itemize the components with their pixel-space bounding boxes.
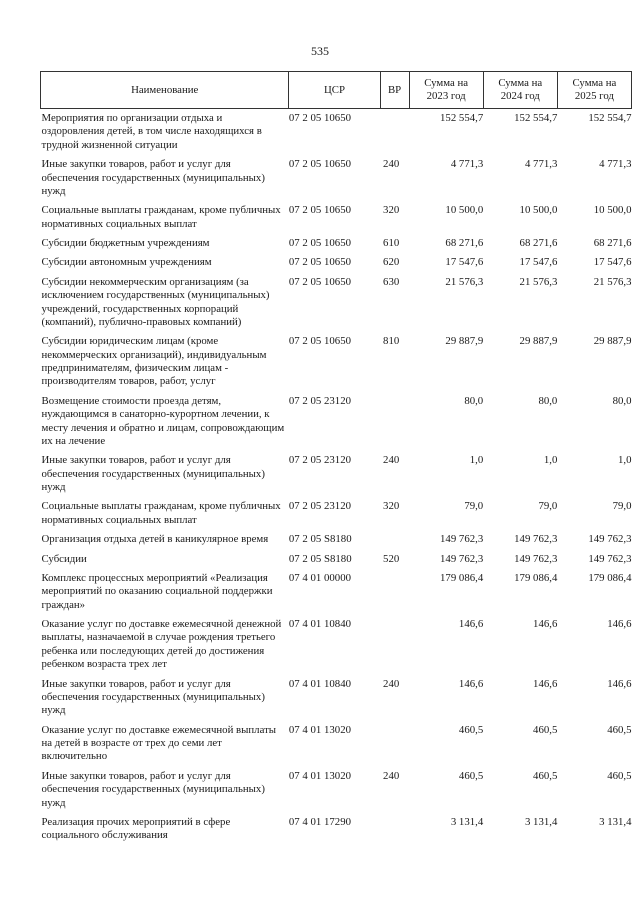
row-sum-2023: 17 547,6 (445, 256, 484, 269)
row-sum-2025: 152 554,7 (588, 112, 632, 124)
row-csr: 07 2 05 10650 (288, 237, 351, 249)
row-vr: 320 (383, 204, 400, 217)
row-csr: 07 2 05 10650 (288, 158, 351, 171)
row-name: Субсидии юридическим лицам (кроме некоммерческих организаций), индивидуальным предпринимателям, физическим лицам - производителям товаров, работ, услуг (41, 335, 267, 388)
row-sum-2024: 460,5 (533, 769, 558, 782)
table-row (41, 158, 632, 204)
row-name: Субсидии некоммерческим организациям (за исключением государственных (муниципальных) учреждений, государственных корпораций (компаний), публично-правовых компаний) (41, 275, 270, 328)
row-vr (380, 618, 409, 678)
header-sum-2023-line1: Сумма на (424, 77, 469, 90)
table-body (41, 109, 632, 849)
row-sum-2025: 80,0 (612, 394, 632, 407)
header-name: Наименование (41, 72, 289, 109)
row-sum-2023: 1,0 (469, 454, 484, 467)
row-name: Иные закупки товаров, работ и услуг для обеспечения государственных (муниципальных) нужд (41, 677, 265, 717)
row-vr: 240 (383, 158, 400, 171)
row-sum-2023: 4 771,3 (450, 158, 484, 171)
table-row (41, 724, 632, 770)
row-name: Оказание услуг по доставке ежемесячной денежной выплаты, назначаемой в случае рождения третьего ребенка или последующих детей до достижения ребенком возраста трех лет (41, 618, 282, 671)
row-vr: 620 (383, 256, 400, 269)
row-csr: 07 4 01 13020 (288, 769, 351, 782)
header-sum-2025 (557, 72, 631, 109)
table-row (41, 237, 632, 256)
row-vr: 610 (383, 237, 400, 249)
row-sum-2025: 179 086,4 (588, 571, 632, 584)
row-vr: 810 (383, 335, 400, 348)
table-row (41, 500, 632, 533)
row-sum-2023: 80,0 (464, 394, 484, 407)
row-sum-2025: 4 771,3 (599, 158, 632, 171)
row-csr: 07 2 05 10650 (288, 275, 351, 288)
table-row (41, 572, 632, 618)
row-vr (380, 533, 409, 552)
row-name: Организация отдыха детей в каникулярное время (41, 533, 269, 546)
row-sum-2025: 17 547,6 (593, 256, 632, 269)
row-sum-2024: 17 547,6 (519, 256, 558, 269)
row-name: Субсидии автономным учреждениям (41, 256, 212, 269)
row-name: Оказание услуг по доставке ежемесячной выплаты на детей в возрасте от трех до семи лет включительно (41, 723, 277, 763)
row-sum-2024: 80,0 (538, 394, 558, 407)
row-csr: 07 2 05 10650 (288, 112, 351, 124)
row-sum-2025: 29 887,9 (593, 335, 632, 348)
row-name: Субсидии (41, 552, 87, 565)
row-csr: 07 2 05 23120 (288, 454, 351, 467)
header-sum-2025-line2: 2025 год (574, 90, 614, 102)
table-row (41, 256, 632, 275)
row-name: Мероприятия по организации отдыха и оздоровления детей, в том числе находящихся в трудной жизненной ситуации (41, 112, 262, 151)
row-csr: 07 2 05 23120 (288, 394, 351, 407)
table-row (41, 533, 632, 552)
row-sum-2024: 10 500,0 (519, 204, 558, 217)
row-sum-2025: 68 271,6 (593, 237, 632, 249)
row-vr (380, 572, 409, 618)
row-sum-2025: 149 762,3 (588, 533, 632, 546)
row-sum-2024: 146,6 (533, 618, 558, 630)
header-sum-2023-line2: 2023 год (426, 90, 466, 102)
row-sum-2025: 1,0 (618, 454, 632, 467)
row-name: Иные закупки товаров, работ и услуг для обеспечения государственных (муниципальных) нужд (41, 158, 265, 197)
table-row (41, 618, 632, 678)
row-name: Возмещение стоимости проезда детям, нуждающимся в санаторно-курортном лечении, к месту лечения и обратно и лицам, сопровождающим их на лечение (41, 394, 285, 447)
row-vr (380, 109, 409, 159)
row-name: Реализация прочих мероприятий в сфере социального обслуживания (41, 815, 231, 842)
row-sum-2023: 79,0 (464, 500, 484, 513)
row-vr: 630 (383, 275, 400, 288)
row-sum-2025: 460,5 (607, 769, 632, 782)
row-vr (380, 816, 409, 849)
row-sum-2024: 4 771,3 (524, 158, 558, 171)
row-csr: 07 2 05 S8180 (288, 552, 352, 565)
header-sum-2023 (409, 72, 483, 109)
row-csr: 07 2 05 S8180 (288, 533, 352, 546)
row-sum-2025: 460,5 (607, 723, 632, 736)
row-name: Иные закупки товаров, работ и услуг для обеспечения государственных (муниципальных) нужд (41, 454, 265, 493)
header-vr: ВР (380, 72, 409, 109)
row-sum-2023: 179 086,4 (440, 571, 484, 584)
header-sum-2025-line1: Сумма на (572, 77, 617, 90)
row-sum-2025: 146,6 (607, 618, 632, 630)
row-sum-2024: 152 554,7 (514, 112, 558, 124)
row-sum-2023: 149 762,3 (440, 533, 484, 546)
table-row (41, 395, 632, 455)
row-name: Социальные выплаты гражданам, кроме публичных нормативных социальных выплат (41, 204, 281, 230)
row-csr: 07 2 05 10650 (288, 335, 351, 348)
row-sum-2024: 3 131,4 (524, 815, 558, 828)
row-sum-2024: 68 271,6 (519, 237, 558, 249)
table-row (41, 816, 632, 849)
row-sum-2023: 146,6 (458, 677, 484, 690)
row-sum-2023: 152 554,7 (440, 112, 484, 124)
table-row (41, 678, 632, 724)
table-row (41, 454, 632, 500)
row-name: Комплекс процессных мероприятий «Реализация мероприятий по оказанию социальной поддержки граждан» (41, 571, 273, 611)
header-sum-2024 (483, 72, 557, 109)
row-sum-2024: 21 576,3 (519, 275, 558, 288)
row-sum-2023: 460,5 (458, 769, 484, 782)
row-csr: 07 4 01 10840 (288, 677, 351, 690)
table-row (41, 335, 632, 395)
row-csr: 07 2 05 10650 (288, 256, 351, 269)
row-sum-2024: 146,6 (533, 677, 558, 690)
row-csr: 07 4 01 13020 (288, 723, 351, 736)
row-sum-2025: 21 576,3 (593, 275, 632, 288)
table-row (41, 553, 632, 572)
row-vr: 520 (383, 552, 400, 565)
table-row (41, 204, 632, 237)
row-sum-2024: 29 887,9 (519, 335, 558, 348)
row-sum-2023: 3 131,4 (450, 815, 484, 828)
header-csr: ЦСР (289, 72, 380, 109)
row-vr (380, 724, 409, 770)
table-header (41, 72, 632, 109)
row-sum-2023: 146,6 (458, 618, 484, 630)
row-sum-2023: 29 887,9 (445, 335, 484, 348)
row-sum-2024: 1,0 (543, 454, 558, 467)
row-sum-2024: 179 086,4 (514, 571, 558, 584)
row-sum-2023: 149 762,3 (440, 552, 484, 565)
row-vr: 240 (383, 677, 400, 690)
row-sum-2024: 460,5 (533, 723, 558, 736)
header-sum-2024-line1: Сумма на (498, 77, 543, 90)
row-sum-2024: 79,0 (538, 500, 558, 513)
row-sum-2023: 10 500,0 (445, 204, 484, 217)
table-row (41, 770, 632, 816)
row-csr: 07 2 05 23120 (288, 500, 351, 513)
row-sum-2023: 460,5 (458, 723, 484, 736)
row-sum-2025: 146,6 (607, 677, 632, 690)
row-name: Субсидии бюджетным учреждениям (41, 237, 210, 249)
row-csr: 07 4 01 17290 (288, 815, 351, 828)
row-csr: 07 4 01 00000 (288, 571, 351, 584)
row-sum-2023: 68 271,6 (445, 237, 484, 249)
row-vr: 240 (383, 454, 400, 467)
row-csr: 07 4 01 10840 (288, 618, 351, 630)
row-sum-2025: 3 131,4 (599, 815, 632, 828)
row-sum-2024: 149 762,3 (514, 533, 558, 546)
row-sum-2024: 149 762,3 (514, 552, 558, 565)
row-vr (380, 395, 409, 455)
row-sum-2023: 21 576,3 (445, 275, 484, 288)
table-row (41, 109, 632, 159)
row-csr: 07 2 05 10650 (288, 204, 351, 217)
row-sum-2025: 149 762,3 (588, 552, 632, 565)
row-vr: 320 (383, 500, 400, 513)
budget-table (40, 71, 632, 849)
page-number: 535 (311, 44, 329, 58)
row-name: Иные закупки товаров, работ и услуг для обеспечения государственных (муниципальных) нужд (41, 769, 265, 809)
row-sum-2025: 10 500,0 (593, 204, 632, 217)
header-sum-2024-line2: 2024 год (500, 90, 540, 102)
row-vr: 240 (383, 769, 400, 782)
row-name: Социальные выплаты гражданам, кроме публичных нормативных социальных выплат (41, 500, 281, 526)
table-row (41, 276, 632, 336)
row-sum-2025: 79,0 (612, 500, 632, 513)
